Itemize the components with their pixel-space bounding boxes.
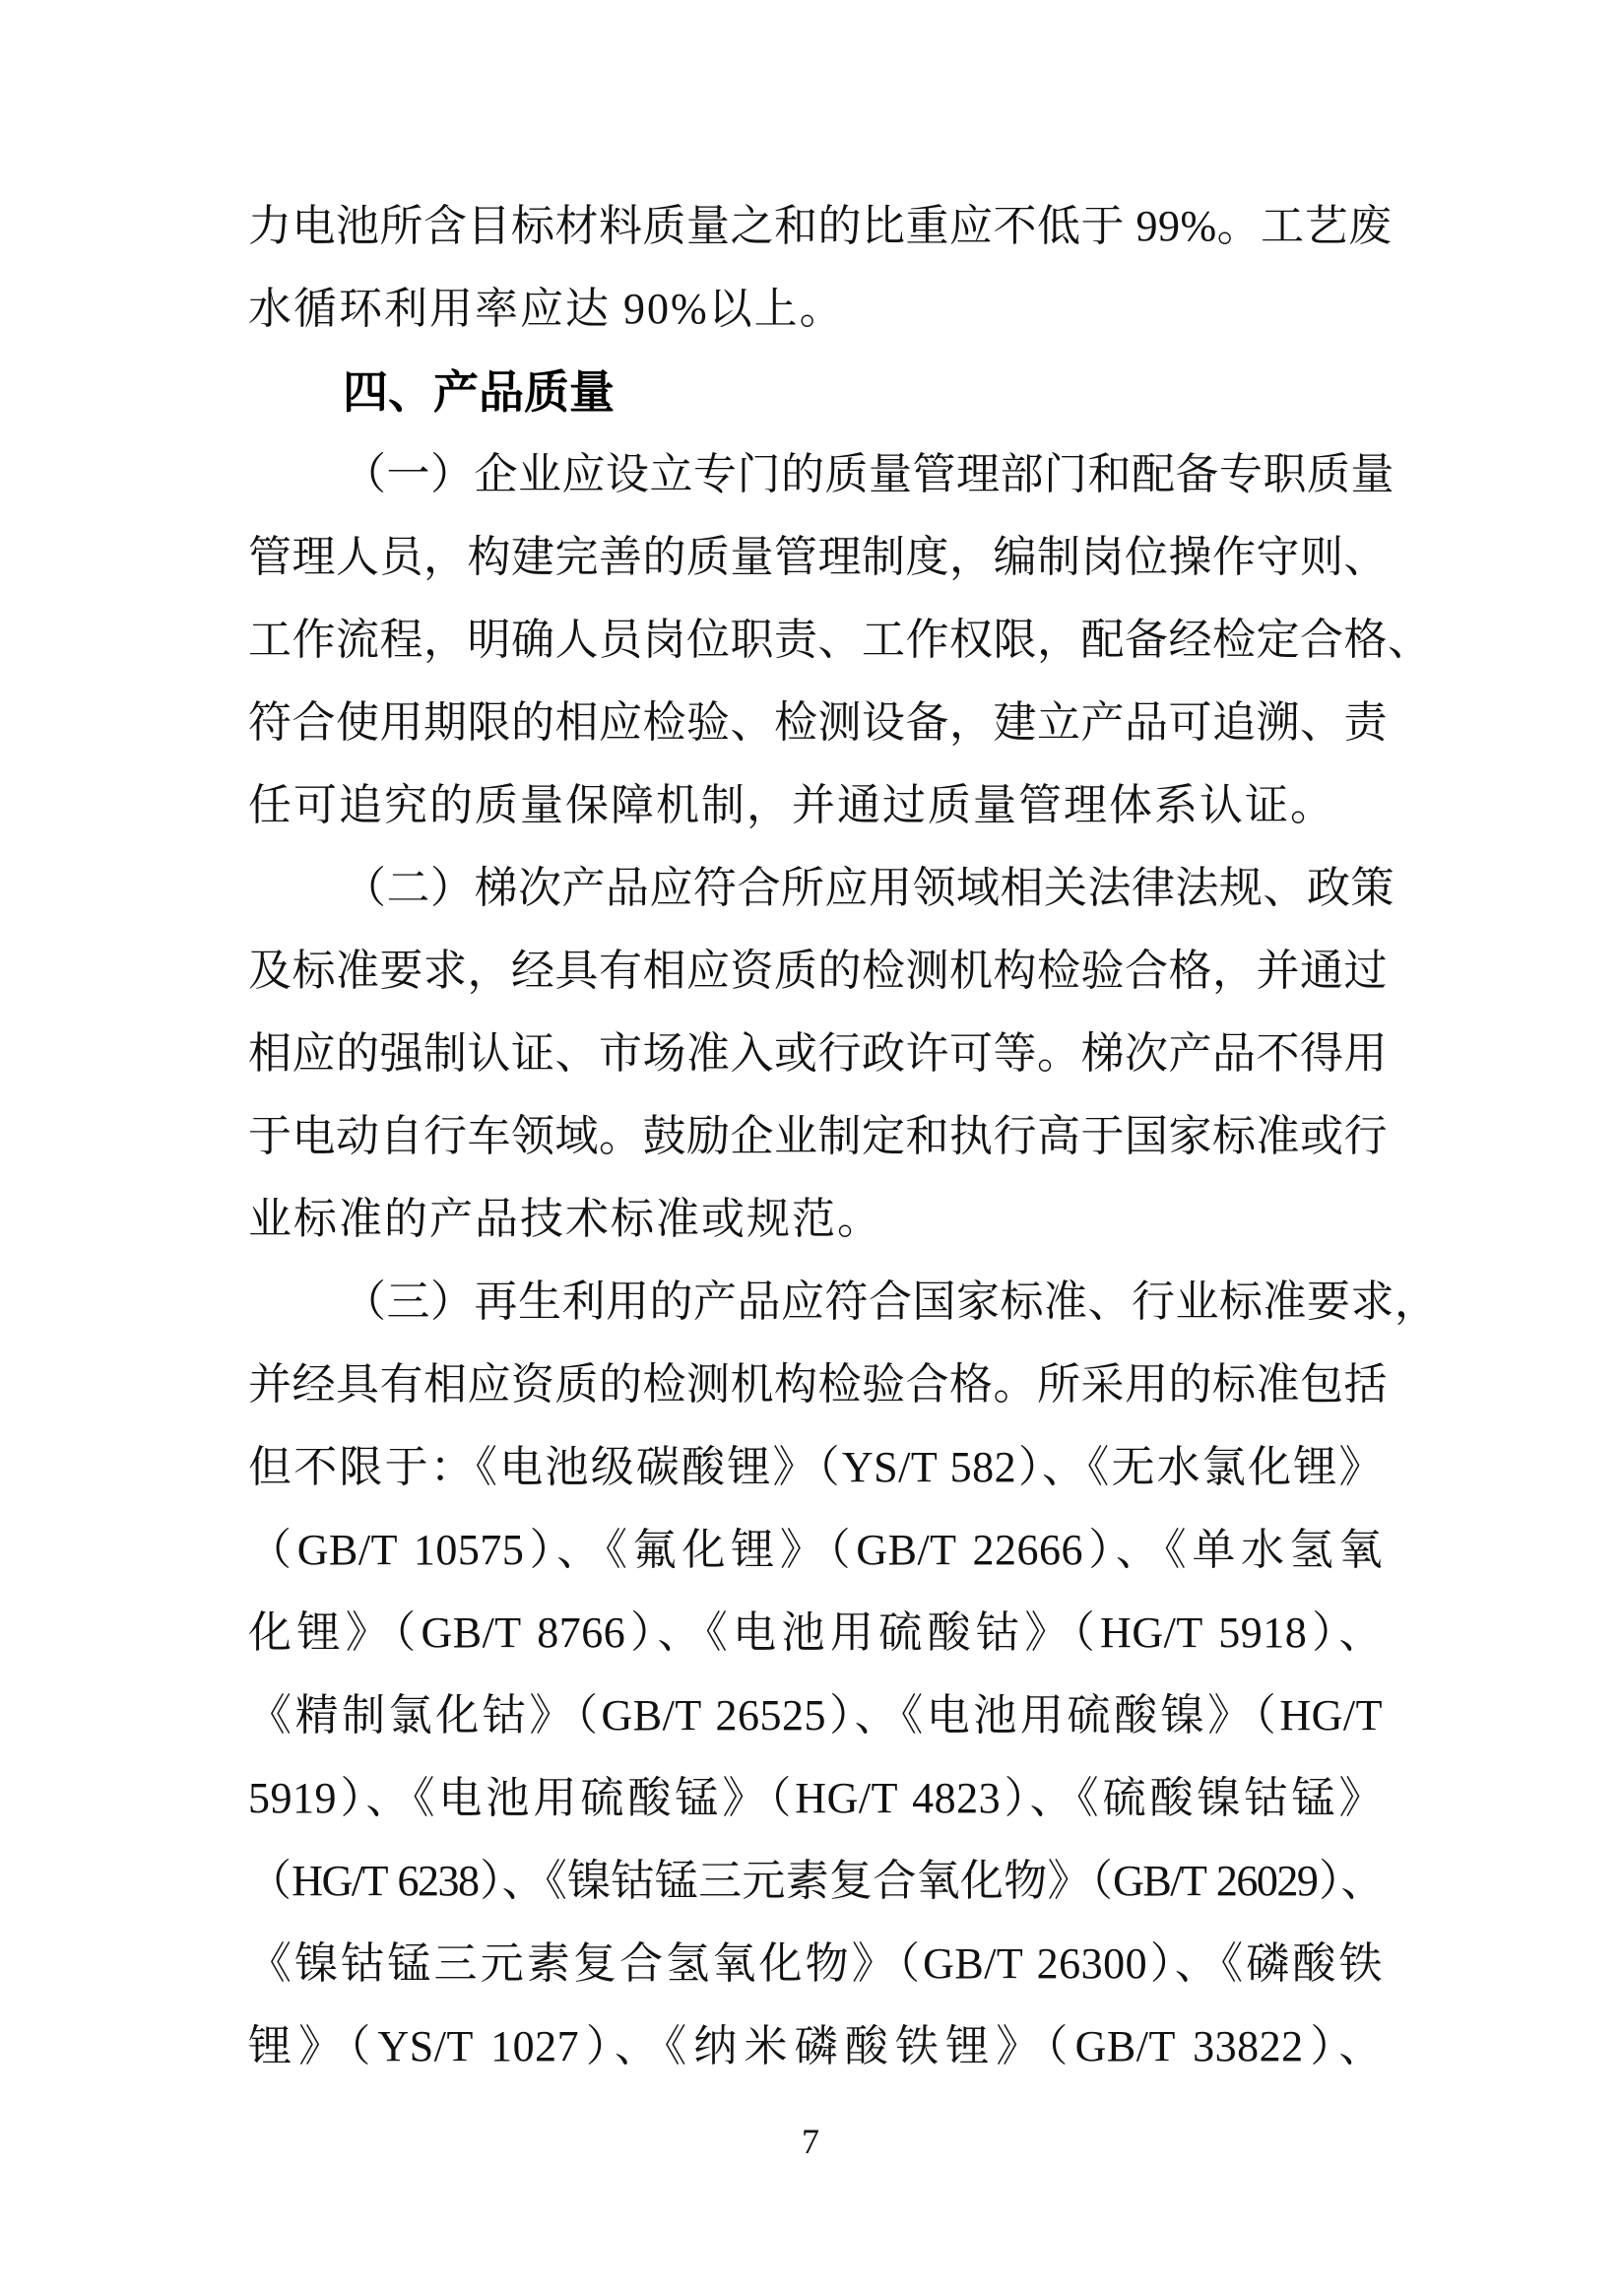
text-line: 及标准要求，经具有相应资质的检测机构检验合格，并通过	[248, 947, 1388, 995]
text-line: 但不限于：《电池级碳酸锂》（YS/T 582）、《无水氯化锂》	[248, 1443, 1383, 1491]
text-line: （二）梯次产品应符合所应用领域相关法律法规、政策	[343, 864, 1394, 912]
text-line: 任可追究的质量保障机制，并通过质量管理体系认证。	[248, 781, 1335, 829]
text-line: （三）再生利用的产品应符合国家标准、行业标准要求，	[343, 1278, 1439, 1326]
text-line: 相应的强制认证、市场准入或行政许可等。梯次产品不得用	[248, 1029, 1388, 1078]
text-line: 水循环利用率应达 90%以上。	[248, 285, 845, 333]
text-line: 化锂》（GB/T 8766）、《电池用硫酸钴》（HG/T 5918）、	[248, 1608, 1383, 1657]
text-line: 《精制氯化钴》（GB/T 26525）、《电池用硫酸镍》（HG/T	[248, 1691, 1383, 1739]
text-line: 锂》（YS/T 1027）、《纳米磷酸铁锂》（GB/T 33822）、	[248, 2022, 1383, 2070]
text-line: 力电池所含目标材料质量之和的比重应不低于 99%。工艺废	[248, 202, 1393, 250]
page-number: 7	[802, 2122, 819, 2161]
section-heading: 四、产品质量	[343, 366, 615, 418]
text-line: 《镍钴锰三元素复合氢氧化物》（GB/T 26300）、《磷酸铁	[248, 1939, 1383, 1988]
text-line: （一）企业应设立专门的质量管理部门和配备专职质量	[343, 450, 1394, 498]
text-line: 并经具有相应资质的检测机构检验合格。所采用的标准包括	[248, 1360, 1388, 1409]
text-line: （GB/T 10575）、《氟化锂》（GB/T 22666）、《单水氢氧	[248, 1526, 1383, 1574]
text-line: 5919）、《电池用硫酸锰》（HG/T 4823）、《硫酸镍钴锰》	[248, 1774, 1383, 1822]
text-line: 于电动自行车领域。鼓励企业制定和执行高于国家标准或行	[248, 1112, 1388, 1160]
text-line: 工作流程，明确人员岗位职责、工作权限，配备经检定合格、	[248, 616, 1432, 664]
text-line: 业标准的产品技术标准或规范。	[248, 1195, 882, 1243]
text-line: 管理人员，构建完善的质量管理制度，编制岗位操作守则、	[248, 533, 1388, 581]
text-line: （HG/T 6238）、《镍钴锰三元素复合氧化物》（GB/T 26029）、	[248, 1857, 1383, 1905]
text-line: 符合使用期限的相应检验、检测设备，建立产品可追溯、责	[248, 698, 1388, 747]
document-body	[248, 185, 1439, 2088]
